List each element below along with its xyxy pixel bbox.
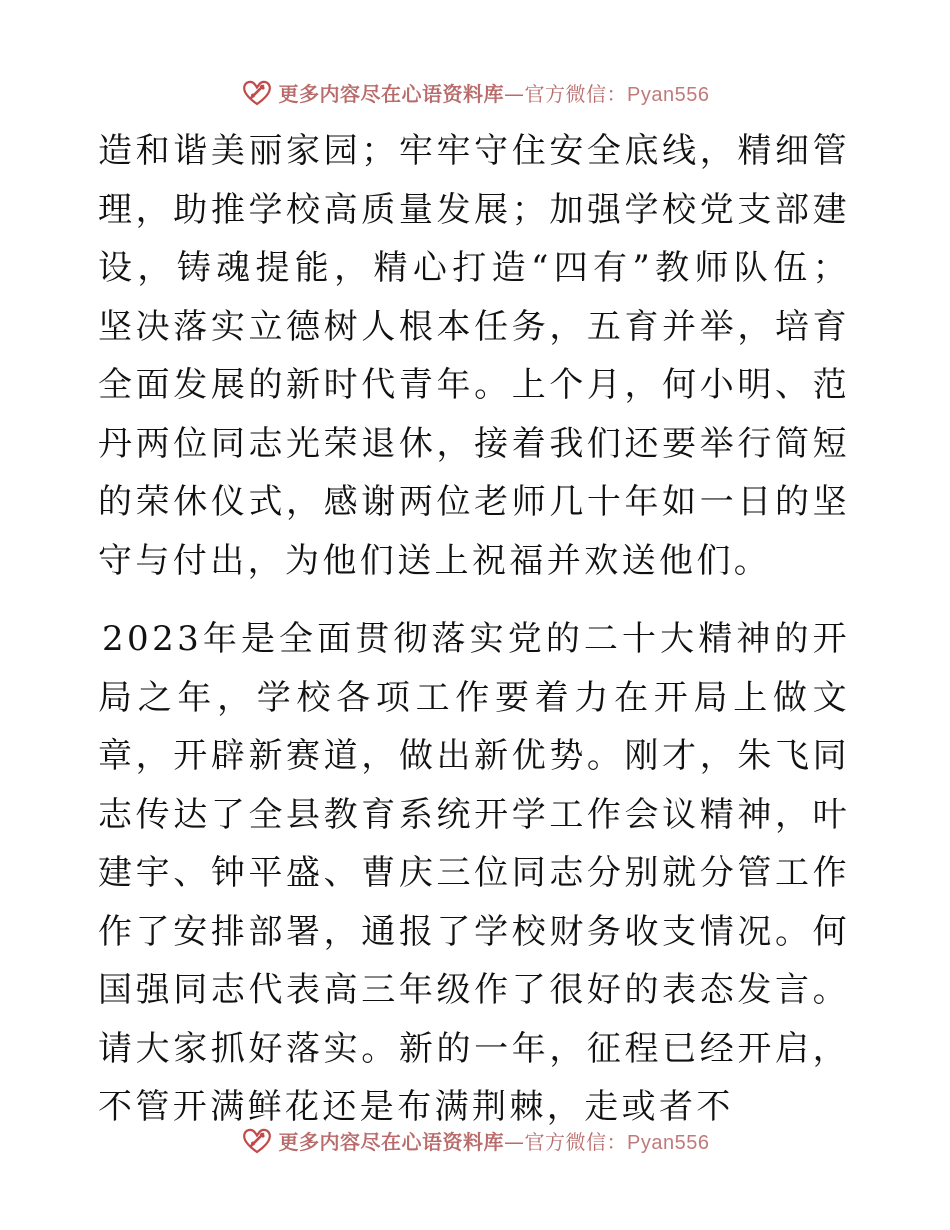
watermark-wechat-id-footer: Pyan556	[627, 1131, 710, 1154]
watermark-library-name-footer: 更多内容尽在心语资料库	[278, 1129, 505, 1154]
watermark-footer	[241, 1124, 710, 1156]
watermark-library-name: 更多内容尽在心语资料库	[278, 81, 505, 106]
heart-pen-logo-icon	[241, 76, 273, 108]
watermark-text	[279, 78, 710, 107]
watermark-separator: —	[504, 81, 525, 106]
watermark-separator-footer: —	[504, 1129, 525, 1154]
watermark	[241, 76, 710, 108]
watermark-wechat-label-footer: 官方微信：	[524, 1129, 628, 1154]
paragraph-2: 2023年是全面贯彻落实党的二十大精神的开局之年，学校各项工作要着力在开局上做文章，开辟新赛道，做出新优势。刚才，朱飞同志传达了全县教育系统开学工作会议精神，叶建宇、钟平盛、曹庆三位同志分别就分管工作作了安排部署，通报了学校财务收支情况。何国强同志代表高三年级作了很好的表态发言。请大家抓好落实。新的一年，征程已经开启，不管开满鲜花还是布满荆棘，走或者不	[98, 619, 850, 1127]
watermark-wechat-id: Pyan556	[627, 83, 710, 106]
page-header-watermark	[0, 70, 950, 114]
watermark-text-footer	[279, 1126, 710, 1155]
heart-pen-logo-icon	[241, 1124, 273, 1156]
page-footer-watermark	[0, 1118, 950, 1162]
watermark-wechat-label: 官方微信：	[524, 81, 628, 106]
paragraph-1: 造和谐美丽家园；牢牢守住安全底线，精细管理，助推学校高质量发展；加强学校党支部建设，铸魂提能，精心打造“四有”教师队伍；坚决落实立德树人根本任务，五育并举，培育全面发展的新时代青年。上个月，何小明、范丹两位同志光荣退休，接着我们还要举行简短的荣休仪式，感谢两位老师几十年如一日的坚守与付出，为他们送上祝福并欢送他们。	[98, 131, 850, 581]
document-body	[98, 122, 850, 1137]
